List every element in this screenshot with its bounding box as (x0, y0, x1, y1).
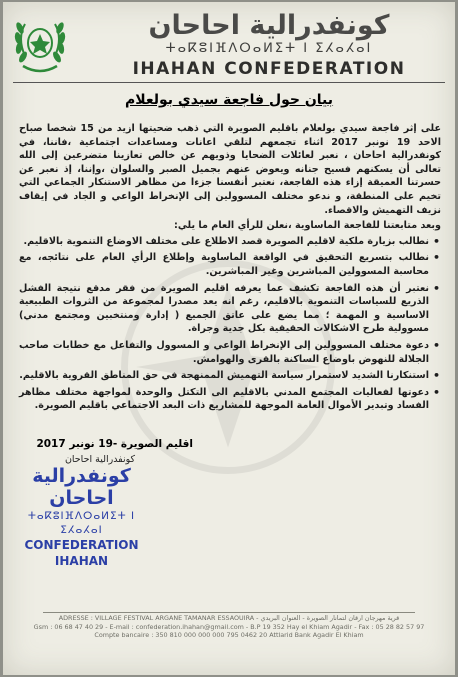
document-sheet (3, 2, 455, 675)
footer-contact (33, 614, 425, 640)
stamp-arabic: كونفدرالية احاحان (32, 465, 131, 509)
list-item: • نعتبر أن هذه الفاجعة تكشف عما يعرفه اقليم الصويرة من فقر مدقع نتيجة الفشل الذريع للسياسات التنموية بالاقليم، رغم انه يعد مصدرا لمجموعة من الثروات الطبيعية الاساسية و المهمة ؛ مما يضع على عاتق الجميع ( إدارة ومنتخبين ومجتمع مدني) مسوولية طرح الاشكالات الحقيقية بكل جدية وجراة. (19, 282, 429, 336)
demands-list (19, 235, 441, 413)
stamp-tifinagh: ⵜⴰⴽⵓⵏⴼⴷⵔⴰⵍⵉⵜ ⵏ ⵉⵃⴰⵃⴰⵏ (27, 510, 136, 536)
footer-address: ADRESSE : VILLAGE FESTIVAL ARGANE TAMANAR ESSAOUIRA - قرية مهرجان ارقان لتمانار الصويرة - العنوان البريدي (58, 614, 400, 622)
statement-body (19, 122, 441, 416)
list-item: • استنكارنا الشديد لاستمرار سياسة التهميش الممنهجة في حق المناطق القروية بالاقليم. (19, 369, 429, 383)
signatory: كونفدرالية احاحان (64, 454, 136, 465)
org-name-arabic: كونفدرالية احاحان (148, 10, 390, 41)
footer-phone-email: Gsm : 06 68 47 40 29 - E-mail : confederation.ihahan@gmail.com - B.P 19 352 Hay el Khiam Agadir - Fax : 05 28 82 57 97 (33, 622, 425, 631)
wreath-logo-icon (11, 14, 69, 78)
intro-paragraph: على إثر فاجعة سيدي بولعلام باقليم الصويرة التي ذهب ضحيتها ازيد من 15 شخصا صباح الاحد 19 نونبر 2017 اثناء تجمعهم لتلقي اعانات ومساعدات اجتماعية ،فاننا، في كونفدرالية احاحان ، نعبر لعائلات الضحايا وذويهم عن خالص تعازينا متضرعين إلى الله تعالى أن يسكنهم فسيح جنانه ويعوض عنهم بجميل الصبر والسلوان ،وإننا، إذ نعبر عن حسرتنا العميقة إزاء هذه الفاجعة، نعتبر أنفسنا جزءا من مظاهر الاستنكار الجماعي التي تخيم على المنطقة، و ندعو مختلف المسوولين إلى الإنخراط الواعي و الجاد في إيقاف نزيف التهميش والاقصاء. (19, 123, 441, 216)
list-item: • دعوة مختلف المسوولين إلى الإنخراط الواعي و المسوول والتفاعل مع خطابات صاحب الجلالة للنهوض باوضاع الساكنة بالقرى والهوامش. (19, 339, 429, 366)
org-name-english: IHAHAN CONFEDERATION (132, 59, 406, 79)
organization-stamp (9, 465, 154, 568)
list-item: • دعوتها لفعاليات المجتمع المدني بالاقليم الى التكتل والوحدة لمواجهة مختلف مظاهر الفساد وتبدير الأموال العامة الموجهة للمشاريع ذات البعد الاجتماعي باقليم الصويرة. (19, 386, 429, 413)
statement-title-text: بيان حول فاجعة سيدي بولعلام (124, 92, 334, 108)
list-item: • نطالب بزيارة ملكية لاقليم الصويرة قصد الاطلاع على مختلف الاوضاع التنموية بالاقليم. (19, 235, 429, 249)
header-divider (13, 82, 445, 83)
date-text: اقليم الصويرة -19 نونبر 2017 (36, 438, 193, 450)
stamp-english: CONFEDERATION IHAHAN (24, 538, 139, 568)
footer-divider (43, 612, 415, 613)
list-item: • نطالب بتسريع التحقيق في الواقعة الماساوية وإطلاع الرأي العام على نتائجه، مع محاسبة المسوولين المباشرين وغير المباشرين. (19, 251, 429, 278)
org-name-tifinagh: ⵜⴰⴽⵓⵏⴼⴷⵔⴰⵍⵉⵜ ⵏ ⵉⵃⴰⵃⴰⵏ (165, 41, 373, 56)
footer-bank-account: Compte bancaire : 350 810 000 000 000 795 0462 20 Attlarid Bank Agadir El Khiam (94, 631, 364, 640)
intro-lead: وبعد متابعتنا للفاجعة الماساوية ،نعلن للرأي العام ما يلي: (174, 220, 441, 232)
statement-title (3, 92, 455, 108)
